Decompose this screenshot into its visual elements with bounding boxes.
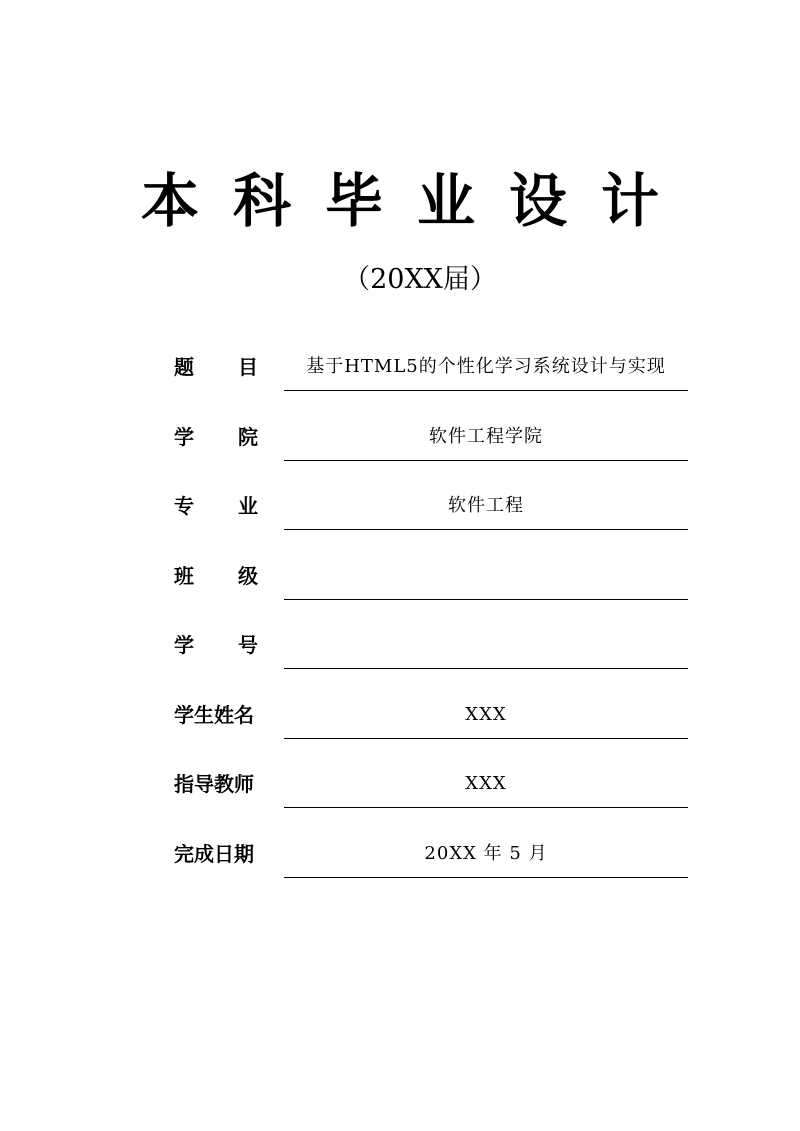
field-row-topic bbox=[174, 343, 688, 413]
field-label-class-char-2: 级 bbox=[238, 563, 258, 588]
field-row-class bbox=[174, 552, 688, 622]
field-row-student-name bbox=[174, 691, 688, 761]
field-label-student-id-char-2: 号 bbox=[238, 633, 258, 657]
field-label-major bbox=[174, 492, 258, 520]
field-value-student-name: XXX bbox=[284, 691, 688, 739]
field-label-topic-char-2: 目 bbox=[238, 355, 258, 379]
field-label-college-char-2: 院 bbox=[238, 424, 258, 449]
field-label-major-char-1: 专 bbox=[174, 494, 194, 518]
cover-subtitle: （20XX届） bbox=[343, 264, 497, 295]
field-label-student-id bbox=[174, 631, 258, 659]
field-label-topic-char-1: 题 bbox=[174, 355, 194, 379]
field-label-major-char-2: 业 bbox=[238, 494, 258, 518]
field-row-completion-date bbox=[174, 830, 688, 900]
field-label-college bbox=[174, 423, 258, 451]
field-label-topic bbox=[174, 353, 258, 381]
field-label-class-char-1: 班 bbox=[174, 563, 194, 588]
cover-info-form bbox=[174, 343, 688, 899]
field-value-class bbox=[284, 552, 688, 600]
field-value-student-id bbox=[284, 621, 688, 669]
field-label-student-id-char-1: 学 bbox=[174, 633, 194, 657]
field-value-college: 软件工程学院 bbox=[284, 413, 688, 461]
field-value-topic: 基于HTML5的个性化学习系统设计与实现 bbox=[284, 343, 688, 391]
field-row-student-id bbox=[174, 621, 688, 691]
field-label-student-name: 学生姓名 bbox=[174, 702, 254, 727]
field-row-advisor bbox=[174, 760, 688, 830]
cover-title: 本科毕业设计 bbox=[140, 167, 693, 235]
field-row-college bbox=[174, 413, 688, 483]
field-label-class bbox=[174, 562, 258, 590]
field-label-advisor: 指导教师 bbox=[174, 772, 254, 796]
field-row-major bbox=[174, 482, 688, 552]
field-label-completion-date: 完成日期 bbox=[174, 841, 254, 866]
field-label-college-char-1: 学 bbox=[174, 424, 194, 449]
field-value-completion-date: 20XX 年 5 月 bbox=[284, 830, 688, 878]
field-value-advisor: XXX bbox=[284, 760, 688, 808]
field-value-major: 软件工程 bbox=[284, 482, 688, 530]
